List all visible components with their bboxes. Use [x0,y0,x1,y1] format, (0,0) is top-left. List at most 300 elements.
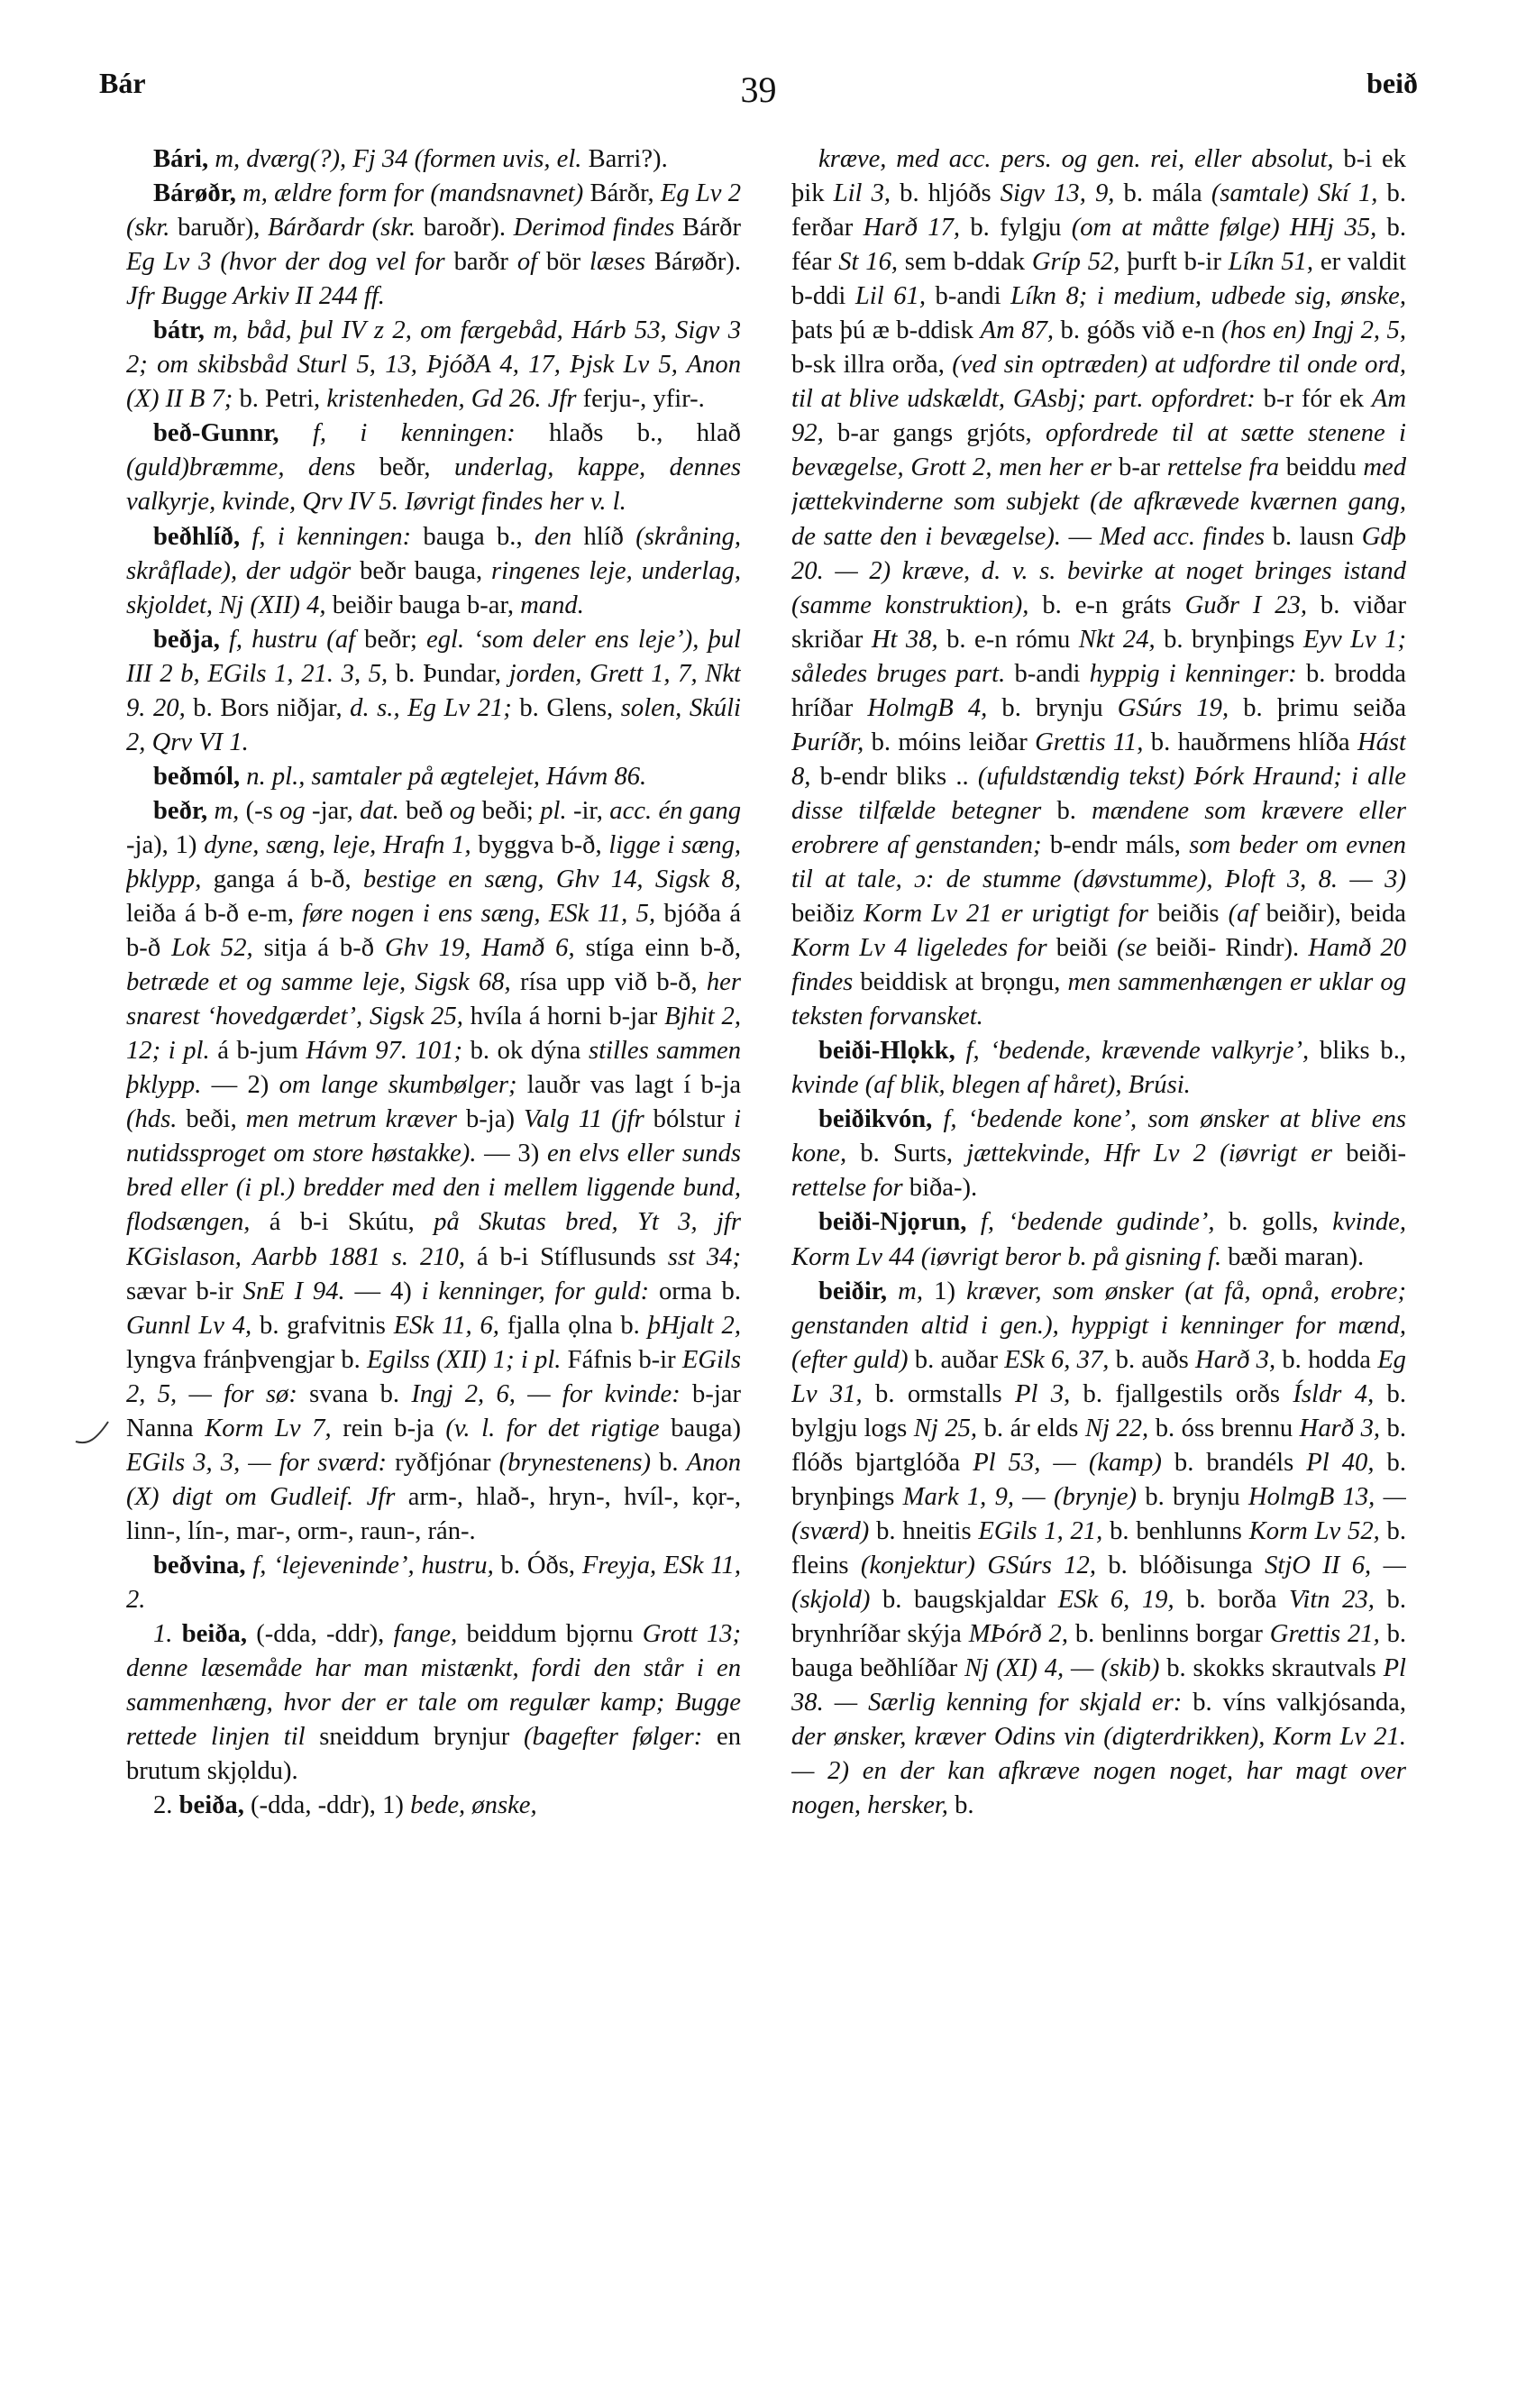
gloss-text: bestige en sæng, Ghv 14, Sigsk 8, [362,865,741,893]
gloss-text: solen, Skúli 2, Qrv VI 1. [126,693,741,756]
citation-text: b. ferðar [791,179,1406,243]
citation-text: á b-jum [209,1037,306,1066]
gloss-text: der ønsker, kræver Odins vin (digterdrikken), Korm Lv 21. — 2) en der kan afkræve nogen noget, har magt over nogen, hersker, [791,1723,1406,1820]
citation-text: b-r fór ek [1255,385,1372,414]
citation-text: ganga á b-ð, [201,865,363,893]
citation-text: -ir, [566,796,610,825]
citation-text: b. bauga beðhlíðar [791,1620,1406,1683]
gloss-text: MÞórð 2, [968,1620,1069,1649]
citation-text: (-dda, -ddr), 1) [243,1791,411,1820]
citation-text: beiði- Rindr). [1147,934,1309,963]
gloss-text: dyne, sæng, leje, Hrafn 1, [204,830,471,859]
dictionary-entry [791,1275,1406,1824]
dictionary-entry [126,417,741,519]
citation-text: b. brynju [987,693,1118,722]
gloss-text: Korm Lv 52, [1248,1516,1380,1545]
citation-text: b. brynþings [791,1448,1406,1511]
gloss-text: (ufuldstændig tekst) Þórk Hraund; i alle disse tilfælde betegner [791,762,1406,825]
citation-text: baruðr), [169,214,269,243]
gloss-text: ESk 6, 19, [1057,1585,1174,1614]
citation-text [279,419,313,447]
dictionary-entry [791,1205,1406,1274]
citation-text: — 2) [201,1071,279,1100]
citation-text: b. grafvitnis [251,1311,394,1340]
citation-text: baroðr). [416,214,514,243]
citation-text: b. góðs við e-n [1054,316,1222,345]
gloss-text: f, ‘bedende gudinde’, [980,1208,1215,1237]
gloss-text: Líkn 8; i medium, udbede sig, ønske, [1010,282,1406,311]
citation-text: b. óss brennu [1148,1414,1300,1442]
headword: bátr, [153,316,205,345]
gloss-text: Lil 3, [833,179,891,208]
citation-text: beiðiz [791,900,864,929]
gloss-text: (se [1117,934,1147,963]
gloss-text: egl. ‘som deler ens leje’), þul III 2 b, EGils 1, 21. 3, 5, [126,625,741,688]
citation-text: b-ja) [457,1105,524,1134]
gloss-text: m, båd, þul IV z 2, om færgebåd, Hárb 53, Sigv 3 2; om skibsbåd Sturl 5, 13, ÞjóðA 4, 17, Þjsk Lv 5, Anon (X) II B 7; [126,316,741,414]
gloss-text: Harð 3, [1195,1345,1276,1374]
citation-text: svana b. [297,1379,412,1408]
gloss-text: bede, ønske, [410,1791,537,1820]
citation-text: b. fjallgestils orðs [1070,1379,1293,1408]
gloss-text: Nkt 24, [1078,625,1156,654]
gloss-text: pl. [540,796,567,825]
citation-text: -jar, [305,796,361,825]
gloss-text: Lok 52, [171,934,253,963]
headword: beiði-Njọrun, [818,1208,967,1237]
gloss-text: Nj 22, [1084,1414,1149,1442]
citation-text: Bárøðr). [644,248,741,277]
last-headword: beið [1366,67,1418,99]
gloss-text: Bárðardr (skr. [268,214,416,243]
gloss-text: Hávm 97. 101; [306,1037,462,1066]
citation-text: b. baugskjaldar [870,1585,1058,1614]
headword: beð-Gunnr, [153,419,279,448]
gloss-text: (brynestenens) [498,1448,651,1477]
citation-text: hlíð [571,522,636,551]
gloss-text: kræve, med acc. pers. og gen. rei, eller absolut, [818,145,1334,173]
citation-text: beði; [475,796,541,825]
gloss-text: Nj 25, [913,1414,978,1442]
gloss-text: Guðr I 23, [1184,591,1308,619]
citation-text: beiðis [1148,900,1229,929]
citation-text: (-dda, -ddr), [247,1620,394,1649]
gloss-text: jættekvinde, Hfr Lv 2 (iøvrigt er [966,1140,1333,1168]
gloss-text: Hást 8, [791,728,1406,791]
gloss-text: føre nogen i ens sæng, ESk 11, 5, [302,900,656,929]
gloss-text: Anon (X) digt om Gudleif. Jfr [126,1448,741,1511]
gloss-text: (af [1228,900,1257,929]
citation-text: b. ár elds [977,1414,1085,1442]
gloss-text: f, i kenningen: [251,522,412,551]
citation-text: bæði maran). [1221,1242,1365,1271]
gloss-text: Mark 1, 9, — (brynje) [902,1482,1138,1511]
citation-text: bliks b., [1309,1037,1406,1066]
gloss-text: Am 87, [980,316,1055,345]
dictionary-entry [791,1034,1406,1103]
gloss-text: (bagefter følger: [524,1723,703,1752]
citation-text: b-andi [1005,659,1090,688]
citation-text: b. bylgju logs [791,1379,1406,1442]
citation-text: b. skokks skrautvals [1159,1654,1384,1683]
gloss-text: SnE I 94. [242,1277,345,1305]
citation-text: rein b-ja [331,1414,446,1442]
citation-text: b. fylgju [960,214,1072,243]
gloss-text: betræde et og samme leje, Sigsk 68, [126,968,511,997]
gloss-text: f, hustru (af [228,625,356,654]
headword: beðr, [153,796,208,825]
gloss-text: Freyja, ESk 11, 2. [126,1551,741,1614]
citation-text: b. golls, [1214,1208,1333,1237]
gloss-text: Bjhit 2, 12; i pl. [126,1003,741,1066]
gloss-text: og [279,796,306,825]
headword: beiðir, [818,1277,887,1305]
citation-text: b. viðar skriðar [791,591,1406,654]
gloss-text: (hds. [126,1105,178,1134]
gloss-text: den [534,522,572,551]
gloss-text: Ghv 19, Hamð 6, [385,934,575,963]
gloss-text: Gdþ 20. — 2) kræve, d. v. s. bevirke at noget bringes istand (samme konstruktion), [791,522,1406,619]
gloss-text: som beder om evnen til at tale, ɔ: de stumme (døvstumme), Þloft 3, 8. — 3) [791,830,1406,893]
citation-text: b. féar [791,214,1406,277]
citation-text: b. víns valkjósanda, [1182,1689,1406,1717]
citation-text: þats þú æ b-ddisk [791,316,981,345]
gloss-text: Eg Lv 31, [791,1345,1406,1408]
dictionary-entry [126,1789,741,1823]
citation-text: b. e-n gráts [1028,591,1185,619]
gloss-text: rettelse for [791,1174,903,1203]
citation-text [220,626,229,654]
citation-text: b. hneitis [869,1516,979,1545]
margin-pencil-mark [74,1420,110,1447]
right-column [791,142,1406,2360]
citation-text: beiðir), beida [1257,900,1406,929]
citation-text [966,1208,981,1236]
gloss-text: Ingj 2, 6, — for kvinde: [411,1379,681,1408]
citation-text: barðr [444,248,517,277]
citation-text: b. fleins [791,1516,1406,1579]
citation-text: bauga) [659,1414,741,1442]
citation-text: b. þrimu seiða [1229,693,1406,722]
dictionary-entry [791,142,1406,1034]
gloss-text: Grettis 21, [1269,1620,1380,1649]
citation-text: ryðfjónar [387,1448,499,1477]
citation-text: -ja), 1) [126,830,205,859]
first-headword: Bár [99,67,146,99]
gloss-text: jorden, Grett 1, 7, Nkt 9. 20, [126,659,741,722]
citation-text: sneiddum brynjur [305,1723,525,1752]
citation-text: b. brynhríðar skýja [791,1585,1406,1649]
gloss-text: (konjektur) GSúrs 12, [860,1551,1096,1579]
gloss-text: (v. l. for det rigtige [445,1414,660,1442]
citation-text: beiði- [1332,1140,1406,1168]
citation-text: beiðir bauga b-ar, [325,591,521,619]
citation-text: b. Þundar, [388,659,509,688]
gloss-text: acc. én gang [609,796,741,825]
citation-text: á b-i Stíflusunds [465,1242,668,1271]
citation-text: Bárðr [674,214,741,243]
gloss-text: (ved sin optræden) at udfordre til onde ord, til at blive udskældt, GAsbj; part. opfordret: [791,351,1406,414]
gloss-text: ESk 11, 6, [393,1311,499,1340]
citation-text: beðr, [355,453,454,482]
gloss-text: EGils 2, 5, — for sø: [126,1345,741,1408]
citation-text: er valdit b-ddi [791,248,1406,311]
gloss-text: Eg Lv 3 (hvor der dog vel for [126,248,445,277]
citation-text: á b-i Skútu, [250,1208,434,1237]
gloss-text: opfordrede til at sætte stenene i bevægelse, Grott 2, men her er [791,419,1406,482]
citation-text: beði, [177,1105,246,1134]
gloss-text: Pl 3, [1015,1379,1071,1408]
citation-text: b. e-n rómu [937,625,1079,654]
citation-text: beiddu [1279,453,1364,482]
citation-text: beiddisk at brọngu, [853,968,1068,997]
gloss-text: underlag, kappe, dennes valkyrje, kvinde, Qrv IV 5. Iøvrigt findes her v. l. [126,453,741,517]
gloss-text: Lil 61, [854,282,926,311]
gloss-text: Grott 13; denne læsemåde har man mistænkt, fordi den står i en sammenhæng, hvor der er tale om regulær kamp; Bugge rettede linjen til [126,1620,741,1752]
citation-text [955,1037,966,1065]
gloss-text: stilles sammen þklypp. [126,1037,741,1100]
citation-text: b. hauðrmens hlíða [1143,728,1357,756]
gloss-text: læses [589,248,645,277]
gloss-text: fange, [393,1620,458,1649]
gloss-text: Derimod findes [513,214,675,243]
headword: beiða, [178,1791,244,1820]
citation-text: b. Petri, [233,385,327,414]
citation-text: biða-). [902,1174,978,1203]
dictionary-entry [126,623,741,760]
gloss-text: hyppig i kenninger: [1089,659,1297,688]
gloss-text: (om at måtte følge) HHj 35, [1071,214,1377,243]
gloss-text: Grettis 11, [1035,728,1144,756]
dictionary-entry [126,1549,741,1617]
gloss-text: Korm Lv 7, [205,1414,332,1442]
gloss-text: Vitn 23, [1289,1585,1375,1614]
citation-text: b. brandéls [1161,1448,1307,1477]
gloss-text: Eyv Lv 1; således bruges part. [791,625,1406,688]
gloss-text: f, ‘bedende, krævende valkyrje’, [965,1037,1310,1066]
gloss-text: Egilss (XII) 1; i pl. [366,1345,562,1374]
citation-text: beðr; [355,625,427,654]
gloss-text: f, ‘lejeveninde’, hustru, [252,1551,494,1579]
gloss-text: her snarest ‘hovedgærdet’, Sigsk 25, [126,968,741,1031]
citation-text: lauðr vas lagt í b-ja [516,1071,741,1100]
gloss-text: i nutidssproget om store høstakke). [126,1105,741,1168]
gloss-text: St 16, [838,248,899,277]
gloss-text: Eg Lv 2 (skr. [126,179,741,243]
dictionary-entry [126,1617,741,1789]
citation-text: b. Surts, [846,1140,967,1168]
gloss-text: Valg 11 (jfr [523,1105,644,1134]
citation-text: — 3) [476,1140,547,1168]
gloss-text: med jættekvinderne som subjekt (de afkrævede kværnen gang, de satte den i bevægelse). — Med acc. findes [791,453,1406,551]
headword: beðja, [153,625,220,654]
gloss-text: of [516,248,538,277]
gloss-text: Ísldr 4, [1293,1379,1375,1408]
citation-text: b. [651,1448,687,1477]
citation-text: b-andi [925,282,1011,311]
citation-text: b-ar [1111,453,1167,482]
headword: Bárøðr, [153,179,236,208]
citation-text: b. hljóðs [891,179,1001,208]
gloss-text: kvinde, Korm Lv 44 (iøvrigt beror b. på gisning f. [791,1208,1406,1271]
gloss-text: f, i kenningen: [312,419,516,448]
gloss-text: m, dværg(?), Fj 34 (formen uvis, el. [215,145,582,173]
citation-text: arm-, hlað-, hryn-, hvíl-, kọr-, linn-, lín-, mar-, orm-, raun-, rán-. [126,1482,741,1545]
headword: beðvina, [153,1551,246,1579]
citation-text: stíga einn b-ð, [574,934,741,963]
citation-text: b. hodda [1275,1345,1378,1374]
citation-text: b. auðar [908,1345,1005,1374]
gloss-text: m, [898,1277,923,1305]
gloss-text: dat. [360,796,399,825]
citation-text: b. brynþings [1155,625,1303,654]
gloss-text: Korm Lv 21 er urigtigt for [864,900,1149,929]
gloss-text: kræver, som ønsker (at få, opnå, erobre; genstanden altid i gen.), hyppigt i kenninger for mænd, (efter guld) [791,1277,1406,1374]
citation-text: hlaðs b., hlað [515,419,741,448]
gloss-text: Gríp 52, [1031,248,1120,277]
citation-text: bólstur [644,1105,735,1134]
citation-text: bjóða á b-ð [126,900,741,963]
citation-text: rísa upp við b-ð, [510,968,707,997]
gloss-text: ESk 6, 37, [1004,1345,1110,1374]
citation-text: Bárðr, [583,179,661,208]
gloss-text: Gunnl Lv 4, [126,1311,252,1340]
gloss-text: (guld)bræmme, dens [126,453,356,482]
citation-text: b-sk illra orða, [791,351,953,380]
citation-text: sem b-ddak [898,248,1032,277]
citation-text: Barri?). [581,145,668,173]
citation-text: leiða á b-ð e-m, [126,900,303,929]
citation-text: bauga b., [411,522,535,551]
gloss-text: Sigv 13, 9, [1000,179,1115,208]
gloss-text: mændene som krævere eller erobrere af genstanden; [791,796,1406,859]
gloss-text: sst 34; [667,1242,741,1271]
citation-text: b. brodda hríðar [791,659,1406,722]
dictionary-entry [791,1103,1406,1205]
citation-text: b-endr máls, [1041,830,1190,859]
citation-text: bör [537,248,590,277]
gloss-text: Þuríðr, [791,728,864,756]
dictionary-entry [126,794,741,1549]
dictionary-entry [126,142,741,177]
entry-columns [126,142,1406,2360]
citation-text: b. [947,1791,974,1820]
gloss-text: StjO II 6, — (skjold) [791,1551,1406,1614]
citation-text: b. Bors niðjar, [185,693,351,722]
gloss-text: (samtale) Skí 1, [1211,179,1378,208]
citation-text: — 4) [344,1277,422,1305]
citation-text: b-jar Nanna [126,1379,741,1442]
gloss-text: Ht 38, [871,625,938,654]
gloss-text: men metrum kræver [245,1105,458,1134]
gloss-text: f, ‘bedende kone’, som ønsker at blive ens kone, [791,1105,1406,1168]
citation-text: orma b. [649,1277,741,1305]
citation-text [205,316,213,344]
headword: beiðikvón, [818,1105,933,1134]
gloss-text: på Skutas bred, Yt 3, jfr KGislason, Aarbb 1881 s. 210, [126,1208,741,1271]
dictionary-entry [126,314,741,417]
gloss-text: kvinde (af blik, blegen af håret), Brúsi. [791,1071,1191,1100]
citation-text: beðr bauga, [351,556,491,585]
citation-text: b. flóðs bjartglóða [791,1414,1406,1477]
citation-text: b. lausn [1264,522,1362,551]
gloss-text: Pl 40, [1306,1448,1375,1477]
citation-text: b. benhlunns [1102,1516,1249,1545]
gloss-text: ringenes leje, underlag, skjoldet, Nj (XII) 4, [126,556,741,619]
gloss-text: HolmgB 13, — (sværd) [791,1482,1406,1545]
dictionary-entry [126,520,741,623]
gloss-text: Korm Lv 4 ligeledes for [791,934,1047,963]
gloss-text: kristenheden, Gd 26. Jfr [326,385,577,414]
citation-text: 1) [922,1277,967,1305]
citation-text: b. blóðisunga [1095,1551,1266,1579]
citation-text: byggva b-ð, [471,830,609,859]
gloss-text: m, [214,796,240,825]
citation-text: (-s [239,796,280,825]
citation-text: b. móins leiðar [864,728,1036,756]
citation-text: ferju-, yfir-. [576,385,705,414]
gloss-text: Pl 38. — Særlig kenning for skjald er: [791,1654,1406,1717]
citation-text: sitja á b-ð [252,934,385,963]
gloss-text: rettelse fra [1166,453,1280,482]
gloss-text: m, ældre form for (mandsnavnet) [242,179,584,208]
citation-text: b. mála [1114,179,1211,208]
gloss-text: Hamð 20 findes [791,934,1406,997]
gloss-text: en elvs eller sunds bred eller (i pl.) bredder med den i mellem liggende bund, flodsængen, [126,1140,741,1237]
running-head [99,67,1418,112]
gloss-text: (hos en) Ingj 2, 5, [1221,316,1406,345]
citation-text: b-ar gangs grjóts, [823,419,1046,448]
gloss-text: d. s., Eg Lv 21; [350,693,512,722]
citation-text: b. Óðs, [493,1551,582,1579]
citation-text: b. auðs [1109,1345,1196,1374]
gloss-text: men sammenhængen er uklar og teksten forvansket. [791,968,1406,1031]
page-number: 39 [740,69,777,110]
gloss-text: Jfr Bugge Arkiv II 244 ff. [126,282,385,311]
citation-text: b. ok dýna [462,1037,589,1066]
citation-text [932,1105,943,1133]
gloss-text: Nj (XI) 4, — (skib) [964,1654,1160,1683]
headword: beiði-Hlọkk, [818,1037,955,1066]
gloss-text: Pl 53, — (kamp) [973,1448,1162,1477]
gloss-text: ligge i sæng, þklypp, [126,830,741,893]
citation-text: beiði [1046,934,1118,963]
dictionary-entry [126,760,741,794]
gloss-text: HolmgB 4, [867,693,988,722]
citation-text: b. borða [1174,1585,1290,1614]
citation-text: 2. [153,1791,179,1820]
citation-text: b-i ek þik [791,145,1406,208]
dictionary-entry [126,177,741,314]
citation-text: lyngva fránþvengjar b. [126,1345,367,1374]
citation-text: b. benlinns borgar [1068,1620,1270,1649]
citation-text [887,1277,898,1305]
citation-text: Fáfnis b-ir [561,1345,682,1374]
citation-text [172,1620,181,1648]
gloss-text: þHjalt 2, [647,1311,741,1340]
citation-text: hvíla á horni b-jar [462,1003,665,1031]
citation-text: þurft b-ir [1119,248,1229,277]
gloss-text: om lange skumbølger; [279,1071,517,1100]
citation-text [240,523,251,551]
citation-text: fjalla ọlna b. [498,1311,648,1340]
gloss-text: 1. [153,1620,173,1649]
gloss-text: Am 92, [791,385,1406,448]
citation-text: b. brynju [1137,1482,1248,1511]
citation-text: sævar b-ir [126,1277,243,1305]
citation-text: beiddum bjọrnu [457,1620,643,1649]
citation-text: b. [1041,796,1092,825]
